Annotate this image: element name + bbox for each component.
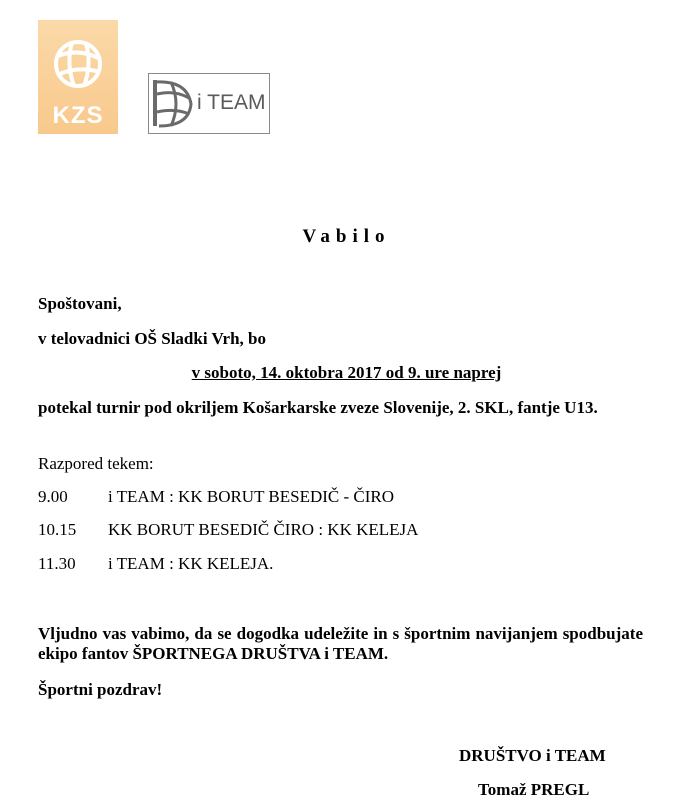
signature-name: Tomaž PREGL: [478, 780, 590, 799]
invitation-text: Vljudno vas vabimo, da se dogodka udeležite in s športnim navijanjem spodbujate ekipo fantov ŠPORTNEGA DRUŠTVA i TEAM.: [38, 624, 643, 663]
event-text: potekal turnir pod okriljem Košarkarske zveze Slovenije, 2. SKL, fantje U13.: [38, 398, 598, 417]
schedule-time: 11.30: [38, 554, 76, 573]
schedule-match: KK BORUT BESEDIČ ČIRO : KK KELEJA: [108, 520, 419, 539]
iteam-ball-icon: [151, 76, 195, 130]
basketball-icon: [48, 28, 108, 102]
kzs-logo-text: KZS: [52, 102, 104, 129]
intro-line: v telovadnici OŠ Sladki Vrh, bo: [38, 329, 266, 348]
salutation: Spoštovani,: [38, 294, 122, 313]
greeting: Športni pozdrav!: [38, 680, 163, 699]
iteam-logo-text: i TEAM: [197, 91, 266, 114]
schedule-heading: Razpored tekem:: [38, 454, 154, 473]
schedule-match: i TEAM : KK BORUT BESEDIČ - ČIRO: [108, 487, 395, 506]
schedule-time: 10.15: [38, 520, 77, 539]
schedule-match: i TEAM : KK KELEJA.: [108, 554, 274, 573]
date-line: v soboto, 14. oktobra 2017 od 9. ure naprej: [191, 363, 502, 382]
signature-organization: DRUŠTVO i TEAM: [459, 746, 606, 765]
document-title: Vabilo: [302, 226, 391, 247]
iteam-logo: [148, 73, 270, 134]
kzs-logo: [38, 20, 118, 134]
schedule-time: 9.00: [38, 487, 68, 506]
